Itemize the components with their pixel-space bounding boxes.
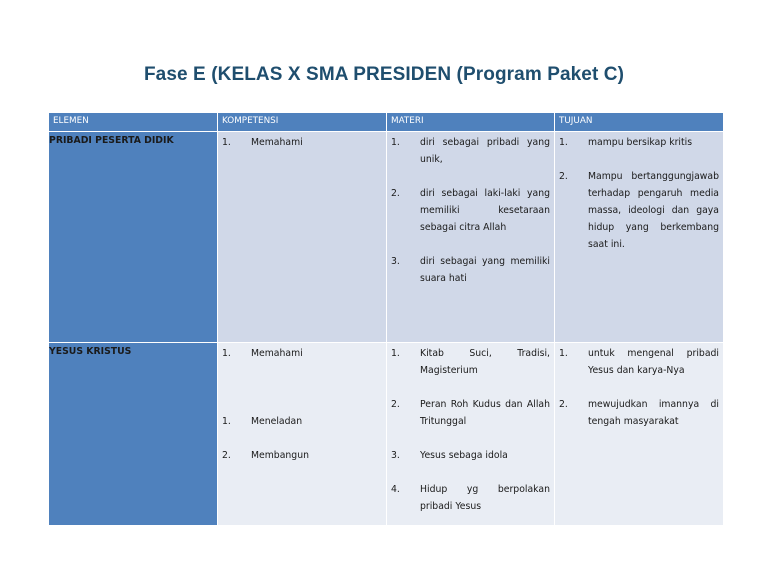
header-kompetensi: KOMPETENSI <box>218 113 387 132</box>
item-number: 1. <box>222 348 231 359</box>
item-number: 2. <box>222 450 231 461</box>
page-title: Fase E (KELAS X SMA PRESIDEN (Program Paket C) <box>143 64 625 85</box>
item-text: Hidup yg berpolakan pribadi Yesus <box>420 484 550 512</box>
tujuan-cell <box>555 132 724 343</box>
item-text: Memahami <box>251 137 303 148</box>
list-item <box>391 481 550 515</box>
item-text: Memahami <box>251 348 303 359</box>
item-text: mampu bersikap kritis <box>588 137 693 148</box>
elemen-cell: YESUS KRISTUS <box>49 343 218 526</box>
list-item <box>222 413 382 430</box>
list-item <box>559 134 719 151</box>
item-number: 1. <box>559 137 568 148</box>
item-number: 4. <box>391 484 400 495</box>
curriculum-table <box>48 112 724 526</box>
list-item <box>391 447 550 464</box>
list-item <box>391 185 550 236</box>
item-text: Membangun <box>251 450 309 461</box>
kompetensi-cell <box>218 343 387 526</box>
kompetensi-cell <box>218 132 387 343</box>
item-number: 1. <box>222 416 231 427</box>
item-number: 1. <box>391 137 400 148</box>
materi-cell <box>387 343 555 526</box>
item-text: Meneladan <box>251 416 303 427</box>
item-text: mewujudkan imannya di tengah masyarakat <box>588 399 719 427</box>
item-text: untuk mengenal pribadi Yesus dan karya-Nya <box>588 348 719 376</box>
item-number: 1. <box>222 137 231 148</box>
item-text: diri sebagai pribadi yang unik, <box>420 137 550 165</box>
item-number: 2. <box>559 399 568 410</box>
item-number: 2. <box>391 188 400 199</box>
header-materi: MATERI <box>387 113 555 132</box>
list-item <box>559 168 719 253</box>
item-number: 1. <box>391 348 400 359</box>
header-tujuan: TUJUAN <box>555 113 724 132</box>
list-item <box>391 396 550 430</box>
item-number: 2. <box>391 399 400 410</box>
item-number: 2. <box>559 171 568 182</box>
item-text: Peran Roh Kudus dan Allah Tritunggal <box>420 399 550 427</box>
list-item <box>222 447 382 464</box>
list-item <box>222 134 382 151</box>
materi-cell <box>387 132 555 343</box>
tujuan-cell <box>555 343 724 526</box>
item-number: 1. <box>559 348 568 359</box>
list-item <box>559 396 719 430</box>
item-number: 3. <box>391 256 400 267</box>
item-text: Yesus sebaga idola <box>420 450 508 461</box>
list-item <box>391 345 550 379</box>
list-item <box>559 345 719 379</box>
item-text: diri sebagai yang memiliki suara hati <box>420 256 550 284</box>
table-row <box>49 343 724 526</box>
list-item <box>391 134 550 168</box>
header-elemen: ELEMEN <box>49 113 218 132</box>
item-text: Mampu bertanggungjawab terhadap pengaruh media massa, ideologi dan gaya hidup yang berkembang saat ini. <box>588 171 719 250</box>
item-text: Kitab Suci, Tradisi, Magisterium <box>420 348 550 376</box>
list-item <box>222 345 382 362</box>
table-header-row <box>49 113 724 132</box>
item-number: 3. <box>391 450 400 461</box>
elemen-cell: PRIBADI PESERTA DIDIK <box>49 132 218 343</box>
table-row <box>49 132 724 343</box>
item-text: diri sebagai laki-laki yang memiliki kesetaraan sebagai citra Allah <box>420 188 550 233</box>
list-item <box>391 253 550 287</box>
